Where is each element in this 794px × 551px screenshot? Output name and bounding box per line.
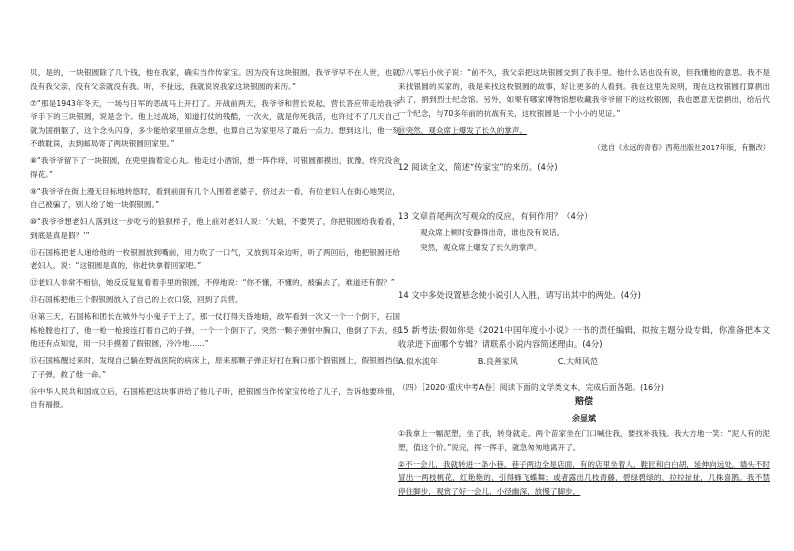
paragraph: ⑩“我爷爷想老妇人落到这一步吃亏的狼狈样子，他上前对老妇人说：‘大娘，不要哭了，你把银圆给我看看，到底是真是假？’”: [30, 217, 400, 240]
left-column: [30, 66, 400, 415]
paragraph: ⑰八零后小伙子说：“前不久，我父亲把这块银圆交到了我手里。他什么话也没有说，但我懂他的意思。我不是来找银圆的买家的，我是来找这枚银圆的故事，好让更多的人看到。我在这里先说明，现在这枚银圆打算捐出去了，捐到烈士纪念馆。另外，如果有哪家博物馆想收藏我爷爷留下的这枚银圆，我也愿意无偿捐出，给后代一个纪念，与70多年前的抗战有关，这枚银圆是一个小小的见证。”: [398, 68, 770, 118]
paragraph: ⑭第三天，石国栋和团长在城外与小鬼子干上了，那一仗打得天昏地暗，敌军看到一次又一个一个倒下，石国栋枪膛也打了，他一枪一枪接连打着自己的子弹，一个一个倒下了，突然一颗子弹射中胸口，他倒了下去，但他还有点知觉，用一只手摸着了假银圆，冷冷地……”: [30, 312, 400, 348]
paragraph: ⑦“那是1943年冬天，一场与日军的恶战马上开打了。开战前两天，我爷爷和营长说起，营长答应带走给我爷爷手下的三块银圆，说是念个。他上过战场，知道打仗的残酷，一次火，就是你死我活，也许过不了几天自己就为国捐躯了，这个念头闪身，多少能给家里留点念想，也算自己为家里尽了最后一点力。想到这儿，他一刻不敢耽误，去到邮局寄了两块银圆回家里。”: [30, 98, 400, 148]
paragraph: ⑯中华人民共和国成立后，石国栋把这块事讲给了他儿子听，把银圆当作传家宝传给了儿子，告诉他要珍惜，自有福报。: [30, 386, 400, 409]
answer-space: [398, 177, 770, 209]
right-column: [398, 66, 770, 502]
question-13: 13 文章首尾两次写观众的反应，有何作用？（4分）: [398, 211, 593, 221]
paragraph-underlined: ⑱突然，观众席上爆发了长久的掌声。: [398, 125, 528, 135]
paragraph: ⑮石国栋醒过来时，发现自己躺在野战医院的病床上，原来那颗子弹正好打在胸口那个假银圆上，假银圆挡住了子弹，救了他一命。”: [30, 356, 400, 379]
option-a: A.似水流年: [398, 357, 438, 366]
paragraph: ①我拿上一幅泥塑，坐了我，转身就走。两个苗家坐在门口喊住我，要找补我钱。我大方地一笑：“泥人有的泥塑，值这个价。”说完，挥一挥手，就急匆匆地离开了。: [398, 429, 770, 452]
paragraph: 贝，是的，一块银圆除了几个钱，他在我家，确实当作传家宝。因为没有这块银圆，我爷爷早不在人世，也就没有我父亲，没有父亲就没有我。听，不扯远，我就说说我家这块银圆的来历。”: [30, 68, 400, 91]
option-b: B.良善家风: [477, 357, 518, 366]
section-heading: （四）［2020·重庆中考A卷］阅读下面的文学类文本，完成后面各题。(16分): [398, 382, 664, 392]
story-title: 赔偿: [574, 397, 593, 407]
question-13-quote: 突然，观众席上爆发了长久的掌声。: [420, 243, 542, 252]
question-15: 15 新考法·假如你是《2021中国年度小小说》一书的责任编辑，拟按主题分设专辑，你准备把本文收录进下面哪个专辑？请联系小说内容简述理由。(4分): [398, 325, 770, 349]
paragraph: ⑫老妇人非常不相信，她反反复复看着手里的银圆，不停地说：“你不懂，不懂的，被骗去了，难道还有假？”: [30, 278, 395, 287]
option-c: C.大师风范: [557, 357, 599, 366]
question-12: 12 阅读全文，简述“传家宝”的来历。(4分): [398, 162, 558, 172]
story-author: 余显斌: [572, 413, 596, 423]
paragraph: ⑨“我爷爷在街上漫无目标地转悠时，看到前面有几个人围着老婆子，挤过去一看，有位老妇人在街心地哭泣，自己被骗了，别人给了她一块假银圆。”: [30, 186, 400, 209]
question-14: 14 文中多处设置悬念使小说引人入胜，请写出其中的两处。(4分): [398, 290, 641, 300]
options-row: [398, 355, 770, 369]
answer-space: [398, 305, 770, 323]
paragraph-underlined: ②不一会儿，我就转进一条小巷。巷子两边全是店面，有的店里坐着人，鞋匠和白白胡，延伸向远处。墙头不时冒出一两枝桃花，红艳艳的，引得蜂飞蝶舞；或者露出几枝青藤，碧绿碧绿的，拉拉扯扯，几株喜鹊。我不禁停住脚步，观赏了好一会儿，小径幽深，放慢了脚步。: [398, 459, 770, 496]
paragraph: ⑧“我爷爷留下了一块银圆，在兜里揣着定心丸。他走过小酒馆，想一阵作痒，可银圆都摸出，犹豫，终究没舍得花。”: [30, 156, 400, 179]
paragraph: ⑪石国栋把老人递给他的一枚银圆放到嘴前，用力吹了一口气，又放到耳朵边听，听了两回后，他把银圆还给老妇人，说：“这银圆是真的，你赶快拿着回家吧。”: [30, 247, 400, 270]
source-citation: （选自《永远的青春》西苑出版社2017年版，有删改）: [593, 142, 770, 152]
paragraph: ⑬石国栋把他三个假银圆放入了自己的上衣口袋，回到了兵营。: [30, 295, 243, 304]
question-13-quote: 观众席上顿时安静得出奇，谁也没有说话。: [420, 228, 565, 237]
answer-space: [398, 256, 770, 288]
